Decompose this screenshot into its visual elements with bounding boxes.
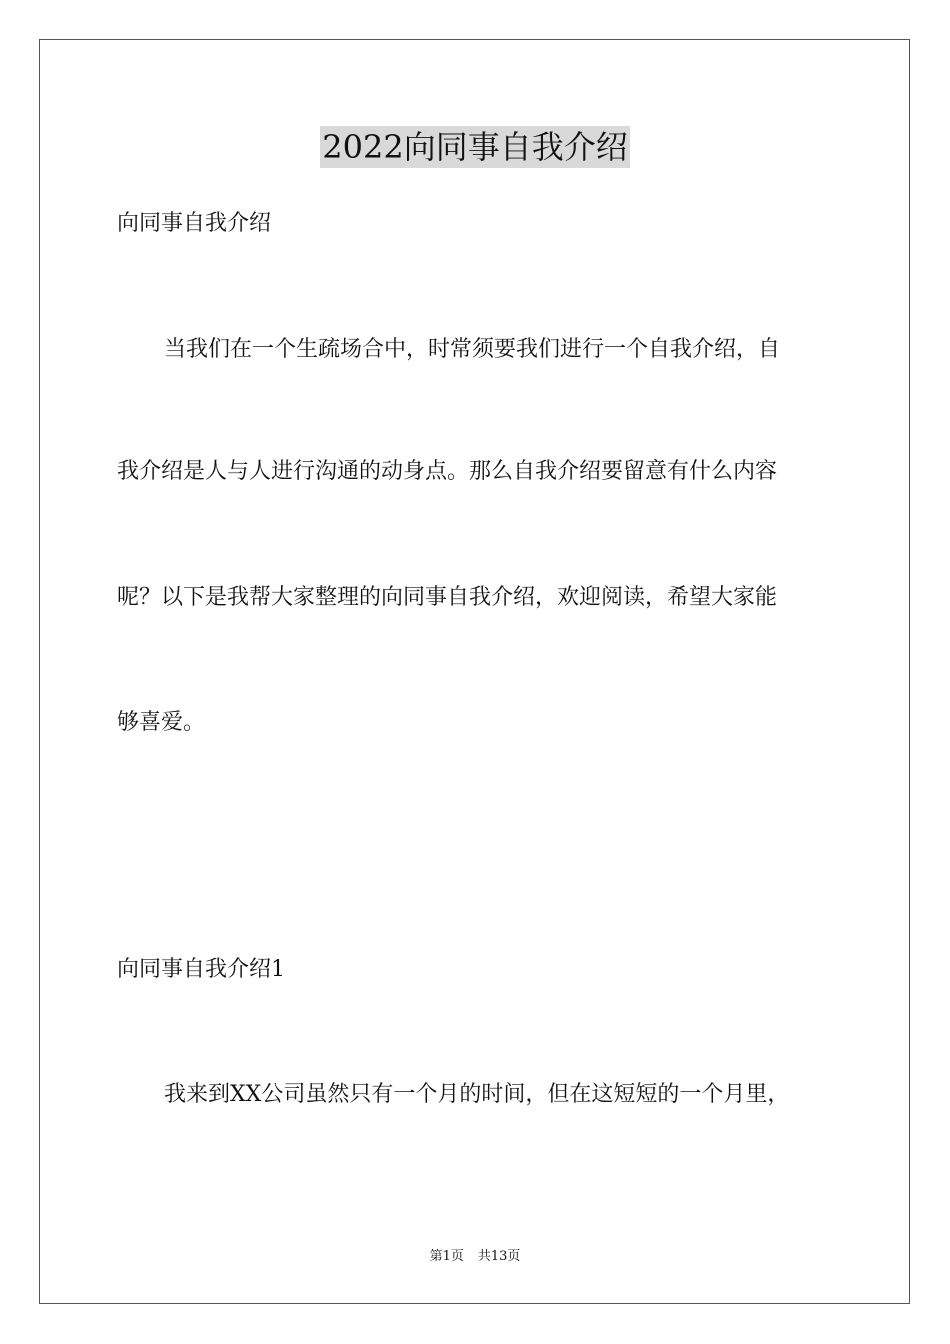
intro-line-4: 够喜爱。 [117, 710, 206, 735]
document-subtitle: 向同事自我介绍 [117, 211, 272, 236]
document-title: 2022向同事自我介绍 [322, 128, 628, 166]
intro-line-2: 我介绍是人与人进行沟通的动身点。那么自我介绍要留意有什么内容 [117, 459, 778, 484]
section-heading: 向同事自我介绍1 [117, 957, 285, 982]
intro-line-1: 当我们在一个生疏场合中，时常须要我们进行一个自我介绍，自 [164, 337, 781, 362]
section-line-1: 我来到XX公司虽然只有一个月的时间，但在这短短的一个月里， [164, 1082, 790, 1107]
page-number-total: 共13页 [477, 1249, 521, 1264]
document-title-wrapper [0, 126, 950, 168]
page-number-current: 第1页 [429, 1249, 464, 1264]
intro-line-3: 呢？以下是我帮大家整理的向同事自我介绍，欢迎阅读，希望大家能 [117, 585, 778, 610]
page-footer [0, 1248, 950, 1266]
